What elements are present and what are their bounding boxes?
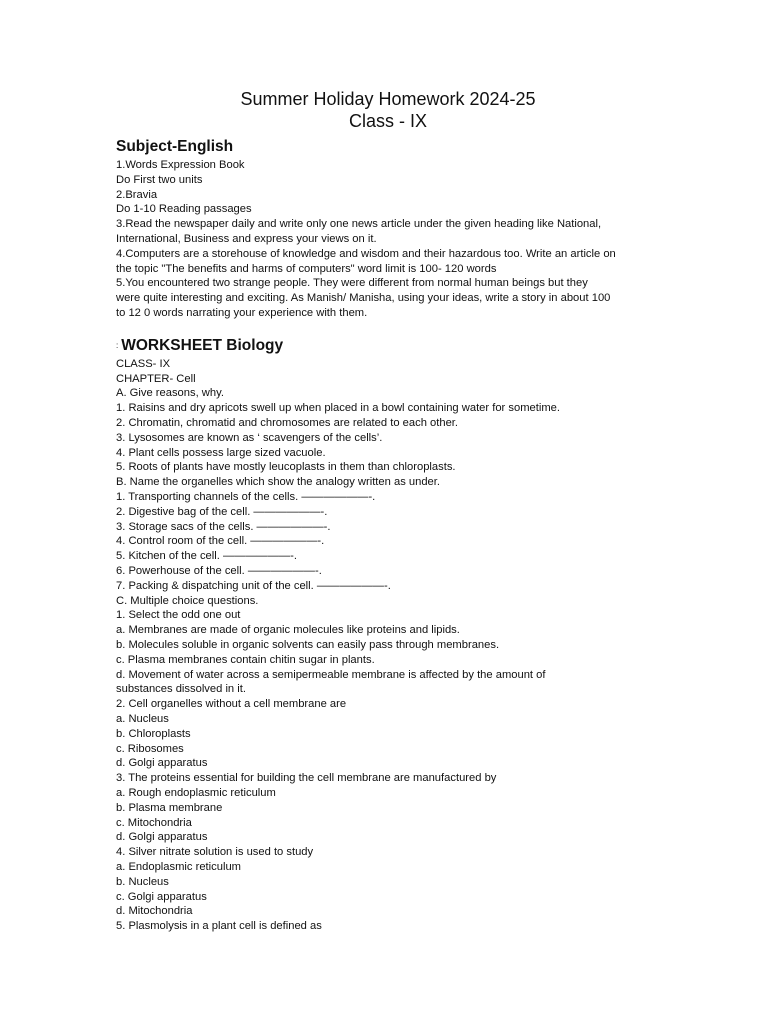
text-line: Do First two units xyxy=(116,173,203,186)
text-line: d. Mitochondria xyxy=(116,905,193,918)
text-line: 4. Plant cells possess large sized vacuole. xyxy=(116,446,326,459)
text-line: 5. Plasmolysis in a plant cell is defined as xyxy=(116,920,322,933)
biology-heading: WORKSHEET Biology xyxy=(121,336,284,354)
text-line: 4. Silver nitrate solution is used to study xyxy=(116,846,314,859)
text-line: CHAPTER- Cell xyxy=(116,372,196,385)
text-line: to 12 0 words narrating your experience with them. xyxy=(116,306,368,319)
text-line: d. Movement of water across a semipermeable membrane is affected by the amount of xyxy=(116,668,546,681)
text-line: 1.Words Expression Book xyxy=(116,159,245,171)
text-line: the topic "The benefits and harms of computers" word limit is 100- 120 words xyxy=(116,262,497,275)
text-line: 1. Transporting channels of the cells. ——————-. xyxy=(116,491,376,504)
text-line: 2.Bravia xyxy=(116,188,158,201)
text-line: 5.You encountered two strange people. They were different from normal human beings but they xyxy=(116,277,588,290)
text-line: 4. Control room of the cell. ——————-. xyxy=(116,535,325,548)
document-title-block xyxy=(0,88,768,132)
text-line: CLASS- IX xyxy=(116,357,171,370)
text-line: 2. Digestive bag of the cell. ——————-. xyxy=(116,505,328,518)
text-line: 1. Select the odd one out xyxy=(116,609,241,622)
english-section xyxy=(116,136,656,321)
text-line: a. Nucleus xyxy=(116,712,169,725)
document-title: Summer Holiday Homework 2024-25 xyxy=(240,89,536,109)
text-line: Do 1-10 Reading passages xyxy=(116,203,252,216)
text-line: b. Plasma membrane xyxy=(116,801,223,814)
english-lines xyxy=(116,158,656,321)
text-line: International, Business and express your views on it. xyxy=(116,232,377,245)
class-label: Class - IX xyxy=(348,111,427,131)
text-line: 2. Chromatin, chromatid and chromosomes are related to each other. xyxy=(116,417,459,430)
text-line: A. Give reasons, why. xyxy=(116,387,224,400)
text-line: were quite interesting and exciting. As Manish/ Manisha, using your ideas, write a story in about 100 xyxy=(116,292,611,305)
text-line: c. Plasma membranes contain chitin sugar in plants. xyxy=(116,653,375,666)
text-line: 1. Raisins and dry apricots swell up when placed in a bowl containing water for sometime. xyxy=(116,402,560,415)
text-line: c. Golgi apparatus xyxy=(116,890,207,903)
text-line: C. Multiple choice questions. xyxy=(116,594,259,607)
text-line: a. Membranes are made of organic molecules like proteins and lipids. xyxy=(116,624,460,637)
text-line: d. Golgi apparatus xyxy=(116,831,208,844)
text-line: 7. Packing & dispatching unit of the cell. ——————-. xyxy=(116,579,391,592)
text-line: 3. Lysosomes are known as ‘ scavengers of the cells’. xyxy=(116,431,383,444)
text-line: 6. Powerhouse of the cell. ——————-. xyxy=(116,565,322,578)
biology-lines xyxy=(116,357,656,934)
text-line: c. Mitochondria xyxy=(116,816,192,829)
text-line: d. Golgi apparatus xyxy=(116,757,208,770)
english-heading: Subject-English xyxy=(116,138,234,155)
biology-heading-prefix: : xyxy=(116,340,119,350)
text-line: a. Rough endoplasmic reticulum xyxy=(116,786,276,799)
text-line: 5. Kitchen of the cell. ——————-. xyxy=(116,550,297,563)
text-line: 3.Read the newspaper daily and write only one news article under the given heading like National, xyxy=(116,218,602,231)
text-line: b. Chloroplasts xyxy=(116,727,191,740)
document-content xyxy=(116,136,656,934)
text-line: b. Molecules soluble in organic solvents can easily pass through membranes. xyxy=(116,639,500,651)
biology-section xyxy=(116,335,656,934)
text-line: b. Nucleus xyxy=(116,875,169,888)
text-line: 4.Computers are a storehouse of knowledge and wisdom and their hazardous too. Write an article on xyxy=(116,247,616,260)
text-line: 2. Cell organelles without a cell membrane are xyxy=(116,698,347,711)
text-line: B. Name the organelles which show the analogy written as under. xyxy=(116,476,440,489)
text-line: a. Endoplasmic reticulum xyxy=(116,860,241,873)
text-line: 3. Storage sacs of the cells. ——————-. xyxy=(116,520,331,533)
text-line: 3. The proteins essential for building the cell membrane are manufactured by xyxy=(116,772,497,785)
text-line: 5. Roots of plants have mostly leucoplasts in them than chloroplasts. xyxy=(116,461,456,474)
text-line: substances dissolved in it. xyxy=(116,683,246,696)
text-line: c. Ribosomes xyxy=(116,742,184,755)
biology-heading-row xyxy=(116,335,656,357)
